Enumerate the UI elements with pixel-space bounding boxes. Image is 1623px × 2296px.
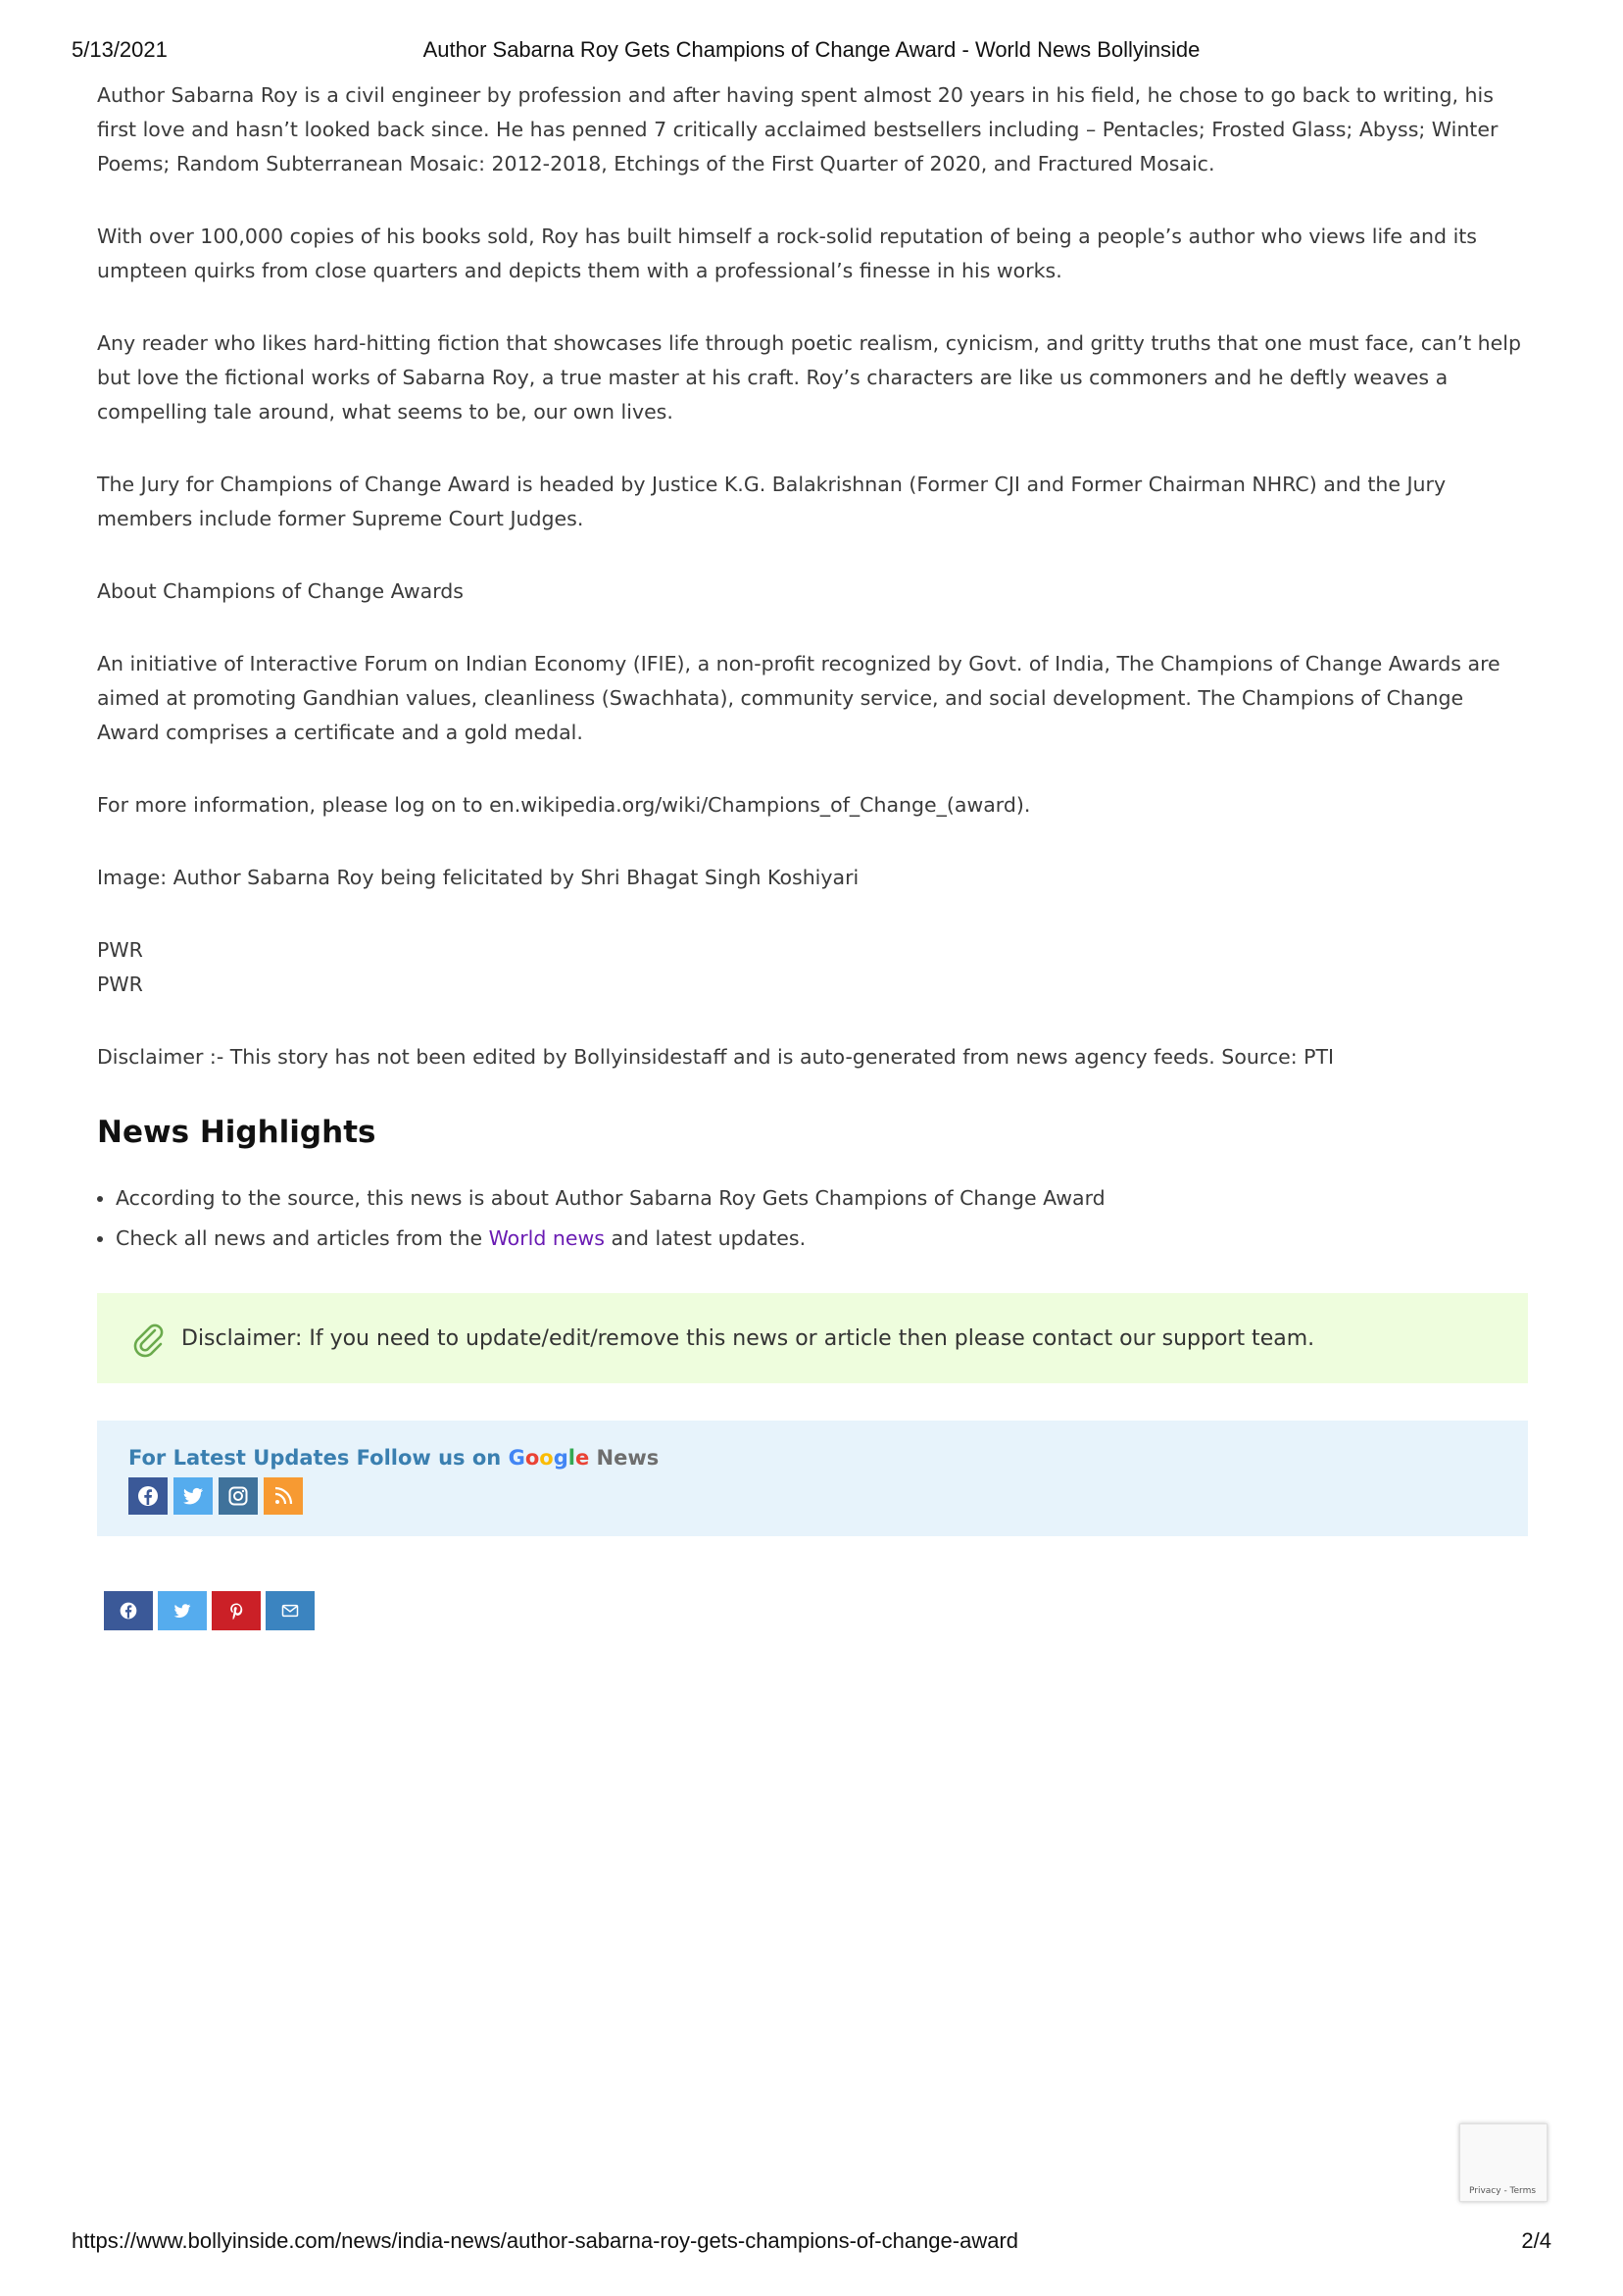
email-share-icon[interactable] [266,1591,315,1630]
article-paragraph: An initiative of Interactive Forum on Indian Economy (IFIE), a non-profit recognized by Govt. of India, The Champions of Change Awards are aimed at promoting Gandhian values, cleanliness (Swachhata), community service, and social development. The Champions of Change Award comprises a certificate and a gold medal. [97,652,1500,744]
article-body [97,78,1528,1630]
page-url: https://www.bollyinside.com/news/india-news/author-sabarna-roy-gets-champions-of-change-award [72,2228,1019,2253]
article-paragraph: Author Sabarna Roy is a civil engineer by profession and after having spent almost 20 years in his field, he chose to go back to writing, his first love and hasn’t looked back since. He has penned 7 critically acclaimed bestsellers including – Pentacles; Frosted Glass; Abyss; Winter Poems; Random Subterranean Mosaic: 2012-2018, Etchings of the First Quarter of 2020, and Fractured Mosaic. [97,83,1499,175]
google-letter: e [574,1446,590,1470]
follow-us-label [128,1444,659,1472]
follow-news-word: News [589,1446,660,1470]
article-paragraph: Any reader who likes hard-hitting fiction that showcases life through poetic realism, cynicism, and gritty truths that one must face, can’t help but love the fictional works of Sabarna Roy, a true master at his craft. Roy’s characters are like us commoners and he deftly weaves a compelling tale around, what seems to be, our own lives. [97,331,1521,424]
pinterest-share-icon[interactable] [212,1591,261,1630]
auto-generated-disclaimer: Disclaimer :- This story has not been edited by Bollyinsidestaff and is auto-generated from news agency feeds. Source: PTI [97,1045,1335,1069]
google-letter: l [567,1446,575,1470]
twitter-icon[interactable] [173,1477,213,1515]
print-footer [72,2228,1551,2258]
pwr-line: PWR [97,973,143,996]
google-letter: o [539,1446,554,1470]
list-item-text: and latest updates. [604,1226,807,1250]
google-letter: o [524,1446,540,1470]
recaptcha-badge[interactable] [1459,2123,1548,2202]
list-item: • According to the source, this news is about Author Sabarna Roy Gets Champions of Change Award [116,1181,1528,1216]
paperclip-icon [128,1319,168,1358]
google-letter: g [553,1446,568,1470]
world-news-link[interactable]: World news [488,1226,605,1250]
follow-icons [128,1477,303,1515]
print-header [72,37,1551,67]
news-highlights-heading: News Highlights [97,1115,376,1150]
print-title: Author Sabarna Roy Gets Champions of Change Award - World News Bollyinside [422,37,1201,62]
facebook-share-icon[interactable] [104,1591,153,1630]
article-paragraph: The Jury for Champions of Change Award is headed by Justice K.G. Balakrishnan (Former CJI and Former Chairman NHRC) and the Jury members include former Supreme Court Judges. [97,473,1447,530]
article-subheading: About Champions of Change Awards [97,579,464,603]
facebook-icon[interactable] [128,1477,168,1515]
article-paragraph: With over 100,000 copies of his books sold, Roy has built himself a rock-solid reputation of being a people’s author who views life and its umpteen quirks from close quarters and depicts them with a professional’s finesse in his works. [97,225,1477,282]
follow-us-box [97,1421,1528,1536]
support-disclaimer-text: Disclaimer: If you need to update/edit/remove this news or article then please contact our support team. [181,1325,1315,1351]
recaptcha-privacy-terms[interactable]: Privacy - Terms [1469,2186,1537,2196]
list-item-text: Check all news and articles from the [116,1226,489,1250]
page-number: 2/4 [1521,2228,1551,2253]
follow-prefix: For Latest Updates Follow us on [128,1446,509,1470]
news-highlights-list [97,1181,1528,1256]
pwr-line: PWR [97,938,143,962]
share-buttons [104,1591,1528,1630]
article-paragraph: For more information, please log on to en.wikipedia.org/wiki/Champions_of_Change_(award). [97,793,1031,817]
google-letter: G [508,1446,525,1470]
twitter-share-icon[interactable] [158,1591,207,1630]
print-date: 5/13/2021 [72,37,168,62]
list-item [116,1222,1528,1256]
support-disclaimer-box [97,1293,1528,1383]
rss-icon[interactable] [264,1477,303,1515]
instagram-icon[interactable] [219,1477,258,1515]
image-caption: Image: Author Sabarna Roy being felicitated by Shri Bhagat Singh Koshiyari [97,866,860,889]
